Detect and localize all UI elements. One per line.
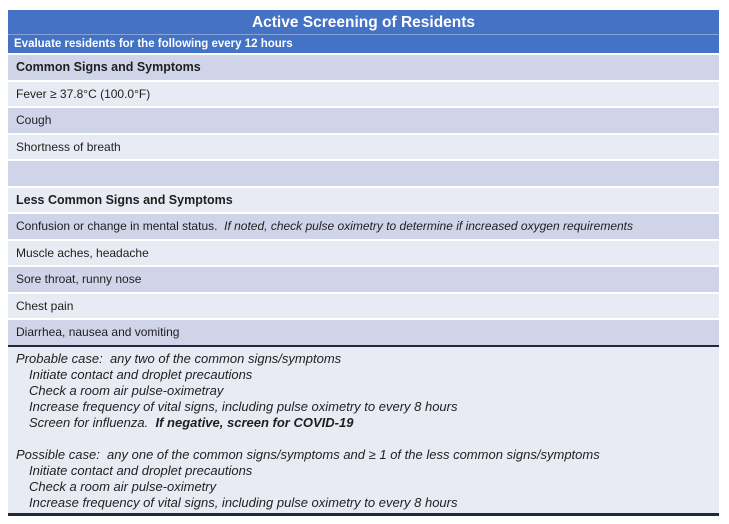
row-confusion	[8, 212, 719, 239]
possible-case-section	[16, 447, 711, 512]
row-fever	[8, 80, 719, 107]
probable-case-item: Check a room air pulse-oximetray	[29, 382, 224, 398]
row-less-common-signs-header	[8, 186, 719, 213]
screen-covid-bold-text: If negative, screen for COVID-19	[155, 415, 354, 431]
probable-case-item-screen	[16, 415, 711, 431]
table-subtitle: Evaluate residents for the following every 12 hours	[8, 34, 719, 53]
row-cough	[8, 106, 719, 133]
row-sore-throat	[8, 265, 719, 292]
row-common-signs-header	[8, 53, 719, 80]
possible-case-item: Initiate contact and droplet precautions	[29, 462, 253, 478]
row-chest-pain	[8, 292, 719, 319]
probable-case-section	[16, 351, 711, 432]
row-empty-spacer	[8, 159, 719, 186]
screen-influenza-text: Screen for influenza.	[29, 415, 156, 431]
row-label: Shortness of breath	[16, 139, 121, 154]
row-label: Confusion or change in mental status.	[16, 219, 218, 234]
row-label: Chest pain	[16, 298, 74, 313]
row-note: If noted, check pulse oximetry to determine if increased oxygen requirements	[217, 219, 633, 234]
row-label: Muscle aches, headache	[16, 245, 149, 260]
probable-case-item: Initiate contact and droplet precautions	[29, 366, 253, 382]
possible-case-lead: Possible case: any one of the common signs/symptoms and ≥ 1 of the less common signs/symptoms	[16, 446, 600, 462]
possible-case-item: Check a room air pulse-oximetry	[29, 478, 217, 494]
row-label: Common Signs and Symptoms	[16, 60, 201, 75]
section-gap	[16, 432, 711, 447]
possible-case-item: Increase frequency of vital signs, including pulse oximetry to every 8 hours	[29, 495, 458, 511]
row-label: Fever ≥ 37.8°C (100.0°F)	[16, 86, 151, 101]
row-label: Cough	[16, 113, 52, 128]
table-title: Active Screening of Residents	[8, 10, 719, 34]
row-label: Diarrhea, nausea and vomiting	[16, 325, 180, 340]
row-muscle-aches	[8, 239, 719, 266]
case-definitions-section	[8, 345, 719, 517]
screening-table	[8, 10, 719, 516]
row-label: Sore throat, runny nose	[16, 272, 142, 287]
row-diarrhea	[8, 318, 719, 345]
row-label: Less Common Signs and Symptoms	[16, 192, 233, 207]
probable-case-lead: Probable case: any two of the common signs/symptoms	[16, 350, 342, 366]
probable-case-item: Increase frequency of vital signs, including pulse oximetry to every 8 hours	[29, 399, 458, 415]
row-shortness-of-breath	[8, 133, 719, 160]
